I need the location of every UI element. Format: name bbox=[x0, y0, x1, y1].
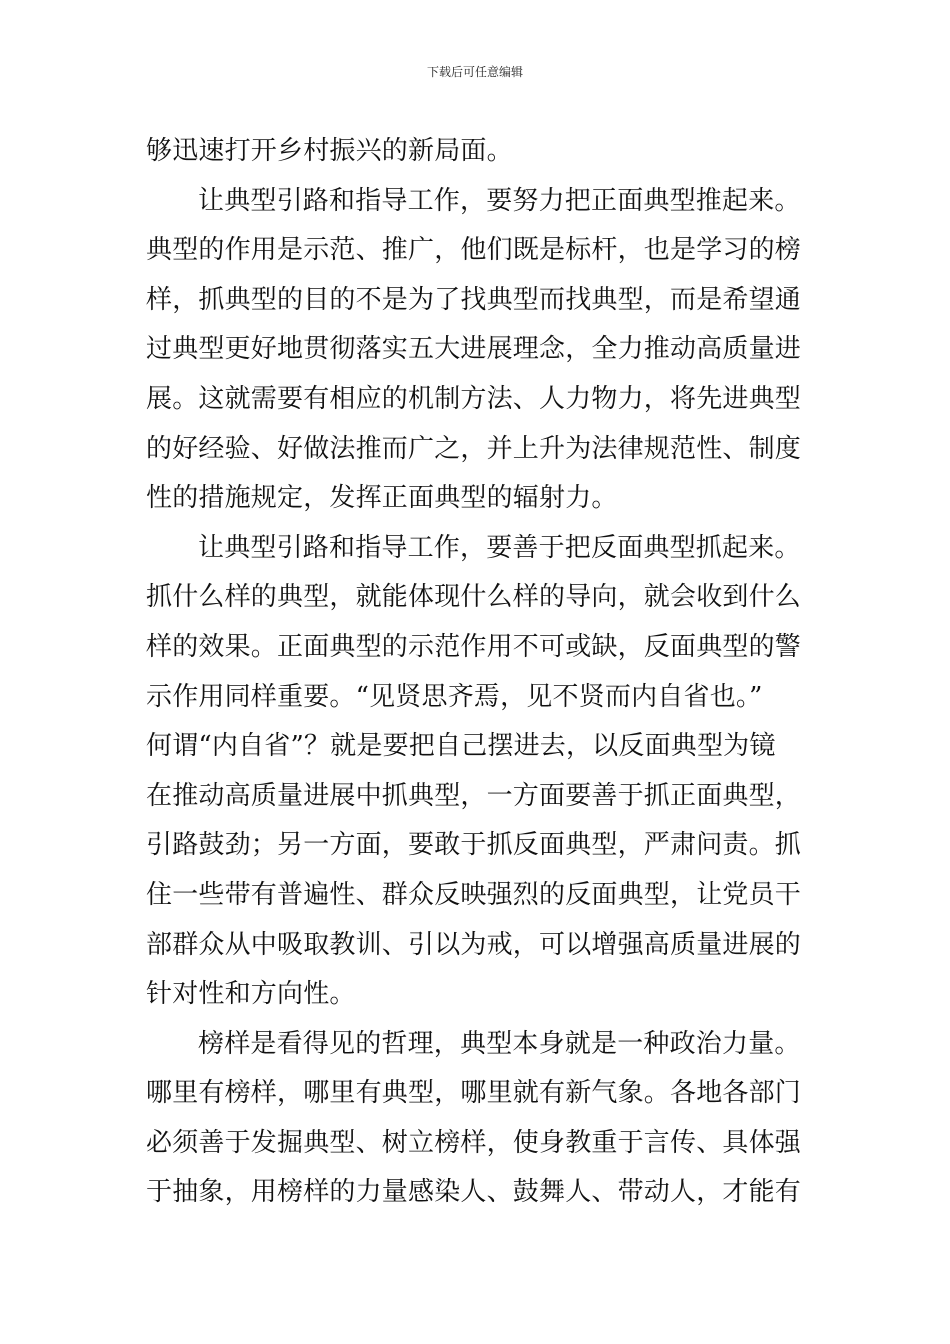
text-line: 展。这就需要有相应的机制方法、人力物力，将先进典型 bbox=[146, 383, 802, 414]
text-line: 部群众从中吸取教训、引以为戒，可以增强高质量进展的 bbox=[146, 929, 802, 960]
document-body bbox=[146, 127, 810, 1218]
text-line: 过典型更好地贯彻落实五大进展理念，全力推动高质量进 bbox=[146, 334, 802, 365]
text-line: 让典型引路和指导工作，要努力把正面典型推起来。 bbox=[198, 185, 801, 216]
text-line: 样，抓典型的目的不是为了找典型而找典型，而是希望通 bbox=[146, 284, 802, 315]
text-line: 示作用同样重要。“见贤思齐焉，见不贤而内自省也。” bbox=[146, 681, 763, 712]
text-line: 够迅速打开乡村振兴的新局面。 bbox=[146, 136, 513, 166]
text-line: 何谓“内自省”？就是要把自己摆进去，以反面典型为镜 bbox=[146, 731, 776, 762]
text-line: 哪里有榜样，哪里有典型，哪里就有新气象。各地各部门 bbox=[146, 1078, 802, 1109]
text-line: 在推动高质量进展中抓典型，一方面要善于抓正面典型， bbox=[146, 780, 802, 811]
text-line: 住一些带有普遍性、群众反映强烈的反面典型，让党员干 bbox=[146, 879, 802, 910]
text-line: 的好经验、好做法推而广之，并上升为法律规范性、制度 bbox=[146, 433, 802, 464]
text-line: 抓什么样的典型，就能体现什么样的导向，就会收到什么 bbox=[146, 582, 802, 613]
text-line: 样的效果。正面典型的示范作用不可或缺，反面典型的警 bbox=[146, 631, 802, 662]
text-line: 典型的作用是示范、推广，他们既是标杆，也是学习的榜 bbox=[146, 235, 802, 266]
text-line: 针对性和方向性。 bbox=[146, 979, 356, 1010]
text-line: 性的措施规定，发挥正面典型的辐射力。 bbox=[146, 483, 618, 514]
text-line: 于抽象，用榜样的力量感染人、鼓舞人、带动人，才能有 bbox=[146, 1177, 802, 1208]
text-line: 榜样是看得见的哲理，典型本身就是一种政治力量。 bbox=[198, 1028, 801, 1059]
text-line: 让典型引路和指导工作，要善于把反面典型抓起来。 bbox=[198, 532, 801, 563]
page-header-note: 下载后可任意编辑 bbox=[426, 65, 523, 79]
text-line: 引路鼓劲；另一方面，要敢于抓反面典型，严肃问责。抓 bbox=[146, 830, 802, 861]
text-line: 必须善于发掘典型、树立榜样，使身教重于言传、具体强 bbox=[146, 1127, 802, 1158]
